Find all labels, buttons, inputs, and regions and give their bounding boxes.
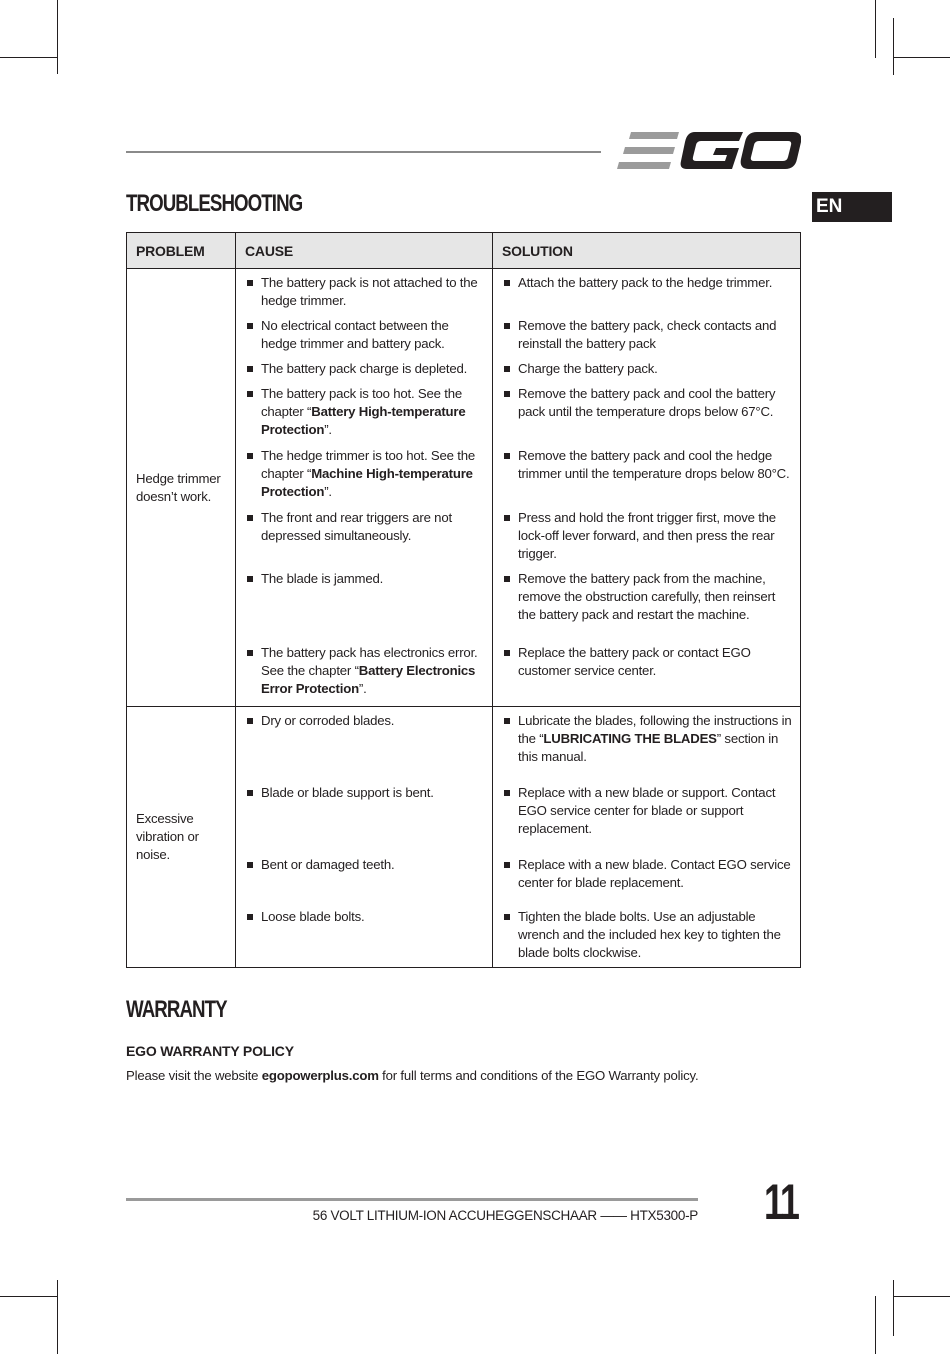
square-bullet-icon (247, 790, 253, 796)
square-bullet-icon (247, 576, 253, 582)
solution-cell (493, 707, 801, 780)
square-bullet-icon (504, 718, 510, 724)
header-cause: CAUSE (236, 233, 493, 269)
page-number: 11 (764, 1174, 798, 1230)
bullet-item (503, 908, 792, 962)
square-bullet-icon (247, 650, 253, 656)
bullet-item (246, 360, 482, 378)
item-text: Loose blade bolts. (261, 909, 365, 924)
header-problem: PROBLEM (127, 233, 236, 269)
item-text: The blade is jammed. (261, 571, 384, 586)
cause-cell (236, 565, 493, 639)
square-bullet-icon (247, 718, 253, 724)
table-row (127, 269, 801, 313)
square-bullet-icon (504, 576, 510, 582)
table-header-row (127, 233, 801, 269)
item-text: Remove the battery pack and cool the battery pack until the temperature drops below 67°C. (518, 386, 776, 419)
item-text: Remove the battery pack, check contacts and reinstall the battery pack (518, 318, 777, 351)
crop-mark (893, 1280, 894, 1336)
chapter-reference: Machine High-temperature Protection (261, 466, 473, 499)
warranty-title: WARRANTY (126, 996, 227, 1023)
warranty-policy-heading: EGO WARRANTY POLICY (126, 1043, 294, 1059)
item-text: No electrical contact between the hedge trimmer and battery pack. (261, 318, 449, 351)
square-bullet-icon (504, 650, 510, 656)
bullet-item (503, 856, 792, 892)
item-text: The battery pack is not attached to the hedge trimmer. (261, 275, 478, 308)
bullet-item (503, 644, 792, 680)
policy-text-after: for full terms and conditions of the EGO Warranty policy. (378, 1068, 699, 1083)
warranty-policy-text (126, 1068, 698, 1083)
bullet-item (246, 509, 482, 545)
cause-cell (236, 442, 493, 504)
bullet-item (246, 856, 482, 874)
item-text: Lubricate the blades, following the instructions in the “ (518, 713, 792, 746)
website-link[interactable]: egopowerplus.com (261, 1068, 379, 1083)
bullet-item (503, 784, 792, 838)
footer-rule (126, 1198, 698, 1201)
item-text: Dry or corroded blades. (261, 713, 395, 728)
problem-cell: Hedge trimmer doesn’t work. (127, 269, 236, 707)
solution-cell (493, 779, 801, 851)
crop-mark (0, 1296, 57, 1297)
bullet-item (503, 570, 792, 624)
item-text: The hedge trimmer is too hot. See the chapter “ (261, 448, 475, 481)
bullet-item (246, 784, 482, 802)
square-bullet-icon (504, 515, 510, 521)
chapter-reference: Battery High-temperature Protection (261, 404, 466, 437)
item-text: Replace with a new blade or support. Contact EGO service center for blade or support replacement. (518, 785, 776, 836)
solution-cell (493, 380, 801, 442)
item-text: ”. (324, 422, 332, 437)
solution-cell (493, 565, 801, 639)
item-text: Press and hold the front trigger first, move the lock-off lever forward, and then press the rear trigger. (518, 510, 776, 561)
square-bullet-icon (504, 862, 510, 868)
item-text: The battery pack charge is depleted. (261, 361, 468, 376)
item-text: Tighten the blade bolts. Use an adjustable wrench and the included hex key to tighten the blade bolts clockwise. (518, 909, 781, 960)
item-text: Charge the battery pack. (518, 361, 658, 376)
footer-product-text: 56 VOLT LITHIUM-ION ACCUHEGGENSCHAAR —— HTX5300-P (312, 1208, 698, 1223)
square-bullet-icon (504, 391, 510, 397)
solution-cell (493, 442, 801, 504)
bullet-item (246, 644, 482, 698)
solution-cell (493, 851, 801, 903)
crop-mark (0, 57, 57, 58)
cause-cell (236, 639, 493, 707)
troubleshooting-body (127, 269, 801, 968)
solution-cell (493, 639, 801, 707)
item-text: The battery pack has electronics error. See the chapter “ (261, 645, 478, 678)
cause-cell (236, 504, 493, 565)
item-text: Attach the battery pack to the hedge trimmer. (518, 275, 773, 290)
item-text: Replace with a new blade. Contact EGO service center for blade replacement. (518, 857, 791, 890)
square-bullet-icon (504, 914, 510, 920)
bullet-item (246, 385, 482, 439)
item-text: The battery pack is too hot. See the chapter “ (261, 386, 462, 419)
header-rule (126, 151, 601, 153)
solution-cell (493, 355, 801, 380)
bullet-item (246, 274, 482, 310)
bullet-item (503, 385, 792, 421)
item-text: Blade or blade support is bent. (261, 785, 434, 800)
solution-cell (493, 504, 801, 565)
language-tab: EN (812, 192, 892, 222)
ego-logo (617, 128, 801, 174)
square-bullet-icon (504, 790, 510, 796)
crop-mark (875, 0, 876, 58)
cause-cell (236, 707, 493, 780)
chapter-reference: Battery Electronics Error Protection (261, 663, 476, 696)
bullet-item (503, 509, 792, 563)
cause-cell (236, 380, 493, 442)
square-bullet-icon (247, 914, 253, 920)
item-text: Bent or damaged teeth. (261, 857, 395, 872)
square-bullet-icon (504, 280, 510, 286)
crop-mark (893, 18, 894, 75)
cause-cell (236, 779, 493, 851)
bullet-item (246, 908, 482, 926)
cause-cell (236, 355, 493, 380)
problem-cell: Excessive vibration or noise. (127, 707, 236, 968)
cause-cell (236, 269, 493, 313)
crop-mark (57, 0, 58, 74)
troubleshooting-title: TROUBLESHOOTING (126, 190, 303, 217)
bullet-item (503, 360, 792, 378)
crop-mark (893, 1296, 950, 1297)
bullet-item (503, 274, 792, 292)
item-text: Remove the battery pack from the machine, remove the obstruction carefully, then reinsert the battery pack and restart the machine. (518, 571, 776, 622)
square-bullet-icon (247, 366, 253, 372)
item-text: Remove the battery pack and cool the hedge trimmer until the temperature drops below 80°C. (518, 448, 790, 481)
bullet-item (503, 447, 792, 483)
troubleshooting-table (126, 232, 801, 968)
square-bullet-icon (247, 515, 253, 521)
item-text: ”. (358, 681, 367, 696)
bullet-item (246, 447, 482, 501)
solution-cell (493, 312, 801, 355)
bullet-item (246, 712, 482, 730)
square-bullet-icon (247, 453, 253, 459)
crop-mark (875, 1296, 876, 1354)
square-bullet-icon (247, 391, 253, 397)
cause-cell (236, 851, 493, 903)
square-bullet-icon (247, 280, 253, 286)
chapter-reference: LUBRICATING THE BLADES (543, 731, 717, 746)
bullet-item (503, 317, 792, 353)
crop-mark (57, 1280, 58, 1354)
item-text: The front and rear triggers are not depressed simultaneously. (261, 510, 452, 543)
bullet-item (503, 712, 792, 766)
item-text: ”. (324, 484, 332, 499)
cause-cell (236, 903, 493, 968)
square-bullet-icon (504, 323, 510, 329)
square-bullet-icon (247, 862, 253, 868)
cause-cell (236, 312, 493, 355)
square-bullet-icon (247, 323, 253, 329)
square-bullet-icon (504, 453, 510, 459)
solution-cell (493, 269, 801, 313)
header-solution: SOLUTION (493, 233, 801, 269)
square-bullet-icon (504, 366, 510, 372)
solution-cell (493, 903, 801, 968)
bullet-item (246, 570, 482, 588)
policy-text-before: Please visit the website (126, 1068, 262, 1083)
item-text: ” section in this manual. (518, 731, 779, 764)
table-row (127, 707, 801, 780)
bullet-item (246, 317, 482, 353)
item-text: Replace the battery pack or contact EGO customer service center. (518, 645, 751, 678)
crop-mark (893, 57, 950, 58)
